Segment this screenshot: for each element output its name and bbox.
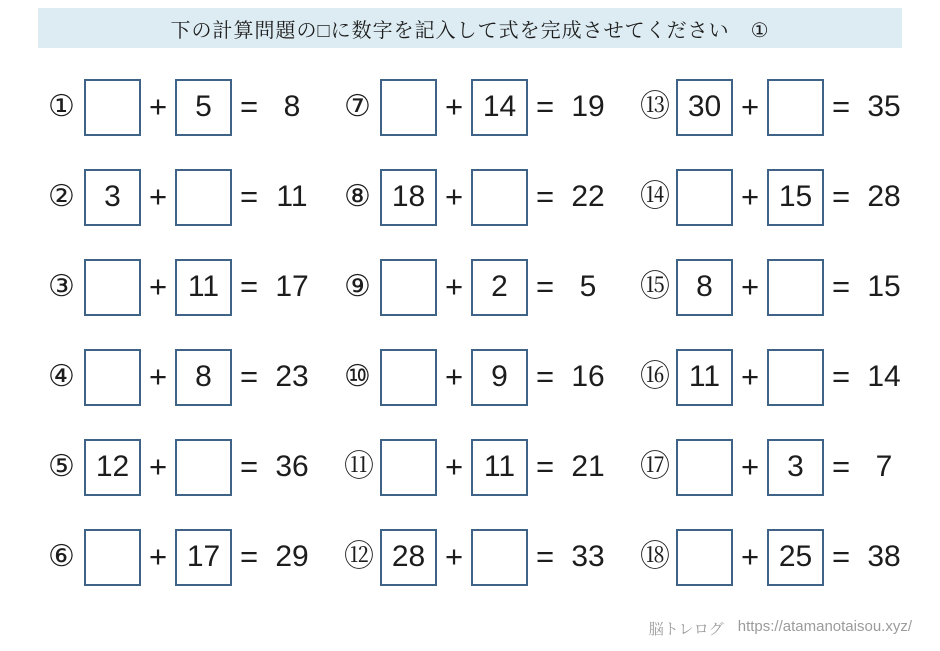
right-operand-box: 11 <box>471 439 528 496</box>
equals-sign: = <box>831 89 851 124</box>
problem-row <box>48 348 344 406</box>
right-operand-box[interactable] <box>471 529 528 586</box>
equals-sign: = <box>239 359 259 394</box>
plus-sign: + <box>148 269 168 304</box>
problem-number: ④ <box>48 360 75 393</box>
right-operand-box[interactable] <box>767 349 824 406</box>
right-operand-box[interactable] <box>471 169 528 226</box>
problem-number: ⑮ <box>640 270 670 303</box>
plus-sign: + <box>444 539 464 574</box>
problem-row <box>344 78 640 136</box>
result-value: 38 <box>867 540 901 573</box>
equals-sign: = <box>239 449 259 484</box>
right-operand-box: 5 <box>175 79 232 136</box>
problem-row <box>344 258 640 316</box>
equals-sign: = <box>831 449 851 484</box>
left-operand-box: 28 <box>380 529 437 586</box>
plus-sign: + <box>444 179 464 214</box>
right-operand-box: 3 <box>767 439 824 496</box>
left-operand-box[interactable] <box>380 349 437 406</box>
problem-number: ⑪ <box>344 450 374 483</box>
right-operand-box[interactable] <box>175 169 232 226</box>
left-operand-box[interactable] <box>84 259 141 316</box>
problem-row <box>48 258 344 316</box>
left-operand-box: 12 <box>84 439 141 496</box>
left-operand-box: 30 <box>676 79 733 136</box>
left-operand-box: 8 <box>676 259 733 316</box>
equals-sign: = <box>535 269 555 304</box>
equals-sign: = <box>239 89 259 124</box>
site-name: 脳トレログ <box>648 621 724 638</box>
equals-sign: = <box>239 539 259 574</box>
right-operand-box[interactable] <box>767 79 824 136</box>
result-value: 11 <box>276 180 308 213</box>
problem-number: ⑨ <box>344 270 371 303</box>
right-operand-box: 8 <box>175 349 232 406</box>
left-operand-box[interactable] <box>84 529 141 586</box>
result-value: 33 <box>571 540 605 573</box>
plus-sign: + <box>444 269 464 304</box>
left-operand-box[interactable] <box>676 529 733 586</box>
left-operand-box[interactable] <box>84 79 141 136</box>
equals-sign: = <box>831 269 851 304</box>
problem-number: ⑰ <box>640 450 670 483</box>
plus-sign: + <box>148 359 168 394</box>
plus-sign: + <box>740 89 760 124</box>
result-value: 21 <box>571 450 605 483</box>
result-value: 14 <box>867 360 901 393</box>
problems-grid <box>48 62 936 602</box>
footer <box>649 618 912 639</box>
problem-row <box>344 528 640 586</box>
plus-sign: + <box>444 89 464 124</box>
result-value: 35 <box>867 90 901 123</box>
equals-sign: = <box>831 179 851 214</box>
result-value: 28 <box>867 180 901 213</box>
plus-sign: + <box>148 449 168 484</box>
problem-row <box>640 438 936 496</box>
problem-row <box>640 258 936 316</box>
result-value: 19 <box>571 90 605 123</box>
result-value: 16 <box>571 360 605 393</box>
worksheet-title-bar <box>38 8 902 48</box>
problem-row <box>344 168 640 226</box>
problem-number: ⑫ <box>344 540 374 573</box>
right-operand-box[interactable] <box>767 259 824 316</box>
problem-row <box>640 348 936 406</box>
site-url: https://atamanotaisou.xyz/ <box>737 618 912 635</box>
problem-row <box>344 438 640 496</box>
plus-sign: + <box>740 449 760 484</box>
result-value: 17 <box>275 270 309 303</box>
right-operand-box: 11 <box>175 259 232 316</box>
result-value: 36 <box>275 450 309 483</box>
problem-row <box>640 168 936 226</box>
equals-sign: = <box>831 539 851 574</box>
problem-row <box>48 78 344 136</box>
equals-sign: = <box>535 89 555 124</box>
equals-sign: = <box>535 359 555 394</box>
plus-sign: + <box>740 539 760 574</box>
problem-row <box>48 168 344 226</box>
problem-number: ① <box>48 90 75 123</box>
equals-sign: = <box>535 179 555 214</box>
plus-sign: + <box>148 539 168 574</box>
problem-number: ⑯ <box>640 360 670 393</box>
problem-row <box>344 348 640 406</box>
plus-sign: + <box>148 179 168 214</box>
right-operand-box: 25 <box>767 529 824 586</box>
left-operand-box: 11 <box>676 349 733 406</box>
problem-number: ⑭ <box>640 180 670 213</box>
left-operand-box[interactable] <box>84 349 141 406</box>
equals-sign: = <box>535 539 555 574</box>
result-value: 29 <box>275 540 309 573</box>
result-value: 7 <box>875 450 893 483</box>
right-operand-box: 9 <box>471 349 528 406</box>
problem-number: ⑧ <box>344 180 371 213</box>
equals-sign: = <box>535 449 555 484</box>
problem-row <box>48 528 344 586</box>
problem-number: ⑩ <box>344 360 371 393</box>
problem-number: ⑥ <box>48 540 75 573</box>
problem-number: ⑤ <box>48 450 75 483</box>
left-operand-box[interactable] <box>380 79 437 136</box>
plus-sign: + <box>444 359 464 394</box>
equals-sign: = <box>831 359 851 394</box>
problem-row <box>48 438 344 496</box>
result-value: 15 <box>867 270 901 303</box>
result-value: 5 <box>579 270 597 303</box>
problem-number: ③ <box>48 270 75 303</box>
plus-sign: + <box>740 179 760 214</box>
left-operand-box: 3 <box>84 169 141 226</box>
problem-row <box>640 528 936 586</box>
left-operand-box: 18 <box>380 169 437 226</box>
worksheet-title: 下の計算問題の□に数字を記入して式を完成させてください ① <box>170 19 770 42</box>
left-operand-box[interactable] <box>380 439 437 496</box>
left-operand-box[interactable] <box>676 169 733 226</box>
problem-number: ⑬ <box>640 90 670 123</box>
equals-sign: = <box>239 269 259 304</box>
plus-sign: + <box>740 269 760 304</box>
left-operand-box[interactable] <box>380 259 437 316</box>
result-value: 8 <box>283 90 301 123</box>
right-operand-box: 2 <box>471 259 528 316</box>
problem-number: ⑱ <box>640 540 670 573</box>
right-operand-box: 17 <box>175 529 232 586</box>
result-value: 23 <box>275 360 309 393</box>
plus-sign: + <box>444 449 464 484</box>
right-operand-box: 15 <box>767 169 824 226</box>
equals-sign: = <box>239 179 259 214</box>
right-operand-box[interactable] <box>175 439 232 496</box>
problem-row <box>640 78 936 136</box>
problem-number: ② <box>48 180 75 213</box>
left-operand-box[interactable] <box>676 439 733 496</box>
problem-number: ⑦ <box>344 90 371 123</box>
plus-sign: + <box>148 89 168 124</box>
right-operand-box: 14 <box>471 79 528 136</box>
result-value: 22 <box>571 180 605 213</box>
plus-sign: + <box>740 359 760 394</box>
